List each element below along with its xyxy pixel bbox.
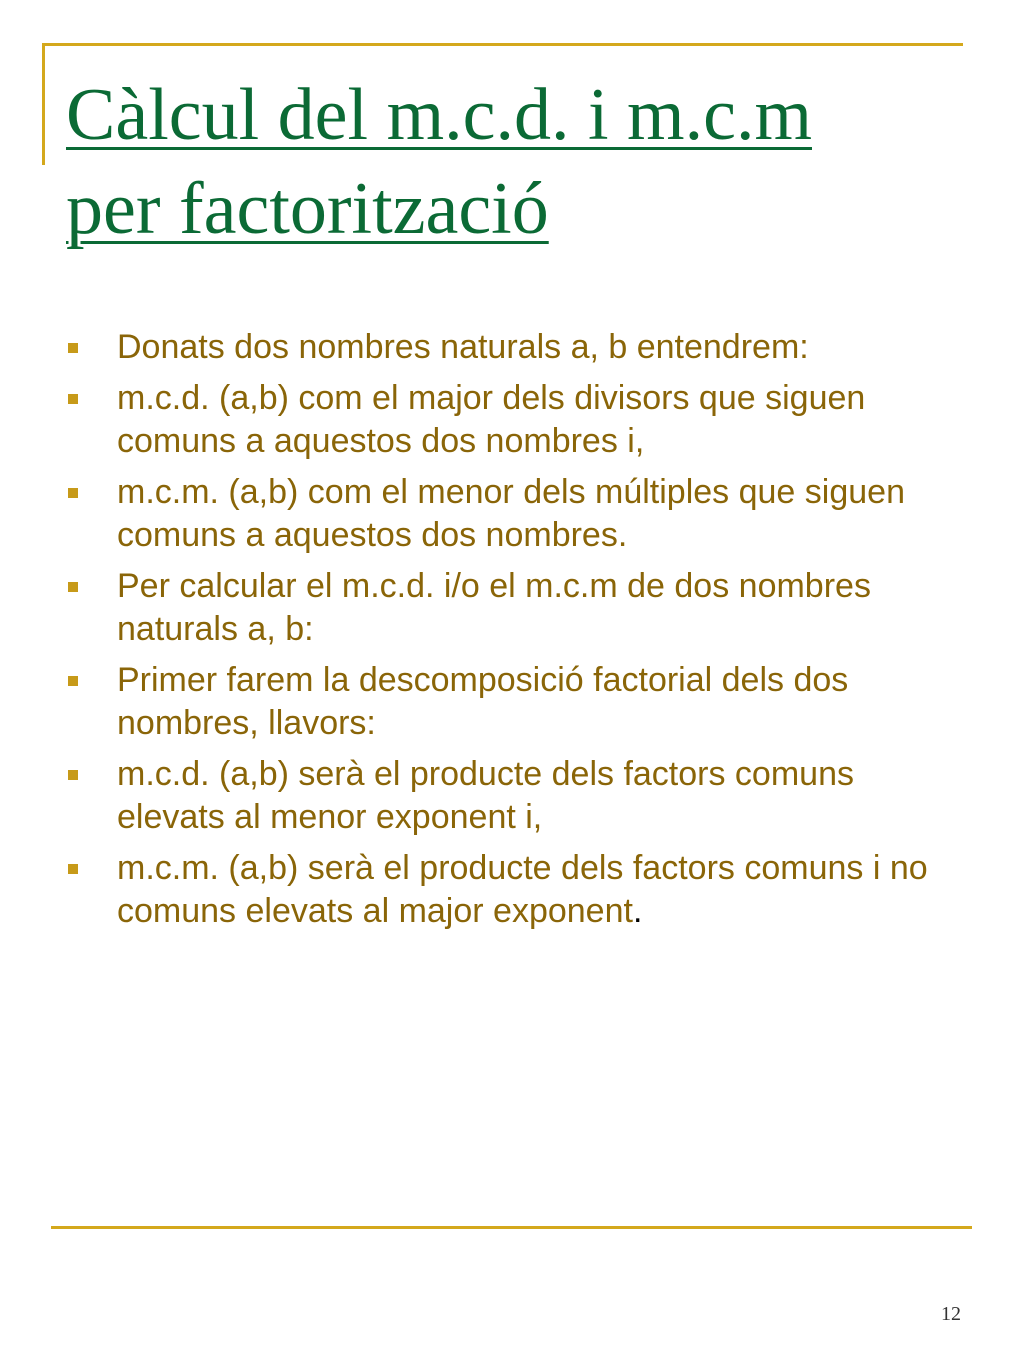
square-bullet-icon [68, 488, 78, 498]
square-bullet-icon [68, 394, 78, 404]
slide-title-line-2: per factorització [66, 168, 549, 250]
bullet-text: Donats dos nombres naturals a, b entendrem: [117, 328, 809, 366]
square-bullet-icon [68, 343, 78, 353]
bullet-text: m.c.d. (a,b) serà el producte dels factors comuns elevats al menor exponent i, [117, 755, 854, 836]
square-bullet-icon [68, 864, 78, 874]
bullet-text: Primer farem la descomposició factorial dels dos nombres, llavors: [117, 661, 849, 742]
bullet-item [68, 847, 968, 933]
terminal-period: . [632, 892, 643, 930]
slide-title-line-1: Càlcul del m.c.d. i m.c.m [66, 74, 812, 156]
bullet-item [68, 377, 968, 463]
bullet-item [68, 753, 968, 839]
bullet-text: m.c.m. (a,b) serà el producte dels factors comuns i no comuns elevats al major exponent [117, 849, 928, 930]
left-accent-line [42, 43, 45, 165]
square-bullet-icon [68, 770, 78, 780]
bullet-item [68, 326, 968, 369]
bullet-text: m.c.m. (a,b) com el menor dels múltiples que siguen comuns a aquestos dos nombres. [117, 473, 905, 554]
bullet-text: m.c.d. (a,b) com el major dels divisors que siguen comuns a aquestos dos nombres i, [117, 379, 866, 460]
bottom-accent-line [51, 1226, 972, 1229]
bullet-item [68, 471, 968, 557]
square-bullet-icon [68, 582, 78, 592]
page-number: 12 [941, 1303, 961, 1325]
bullet-item [68, 565, 968, 651]
bullet-text: Per calcular el m.c.d. i/o el m.c.m de dos nombres naturals a, b: [117, 567, 871, 648]
bullet-list [68, 326, 968, 941]
top-accent-line [42, 43, 963, 46]
slide-title [66, 68, 966, 256]
bullet-item [68, 659, 968, 745]
square-bullet-icon [68, 676, 78, 686]
